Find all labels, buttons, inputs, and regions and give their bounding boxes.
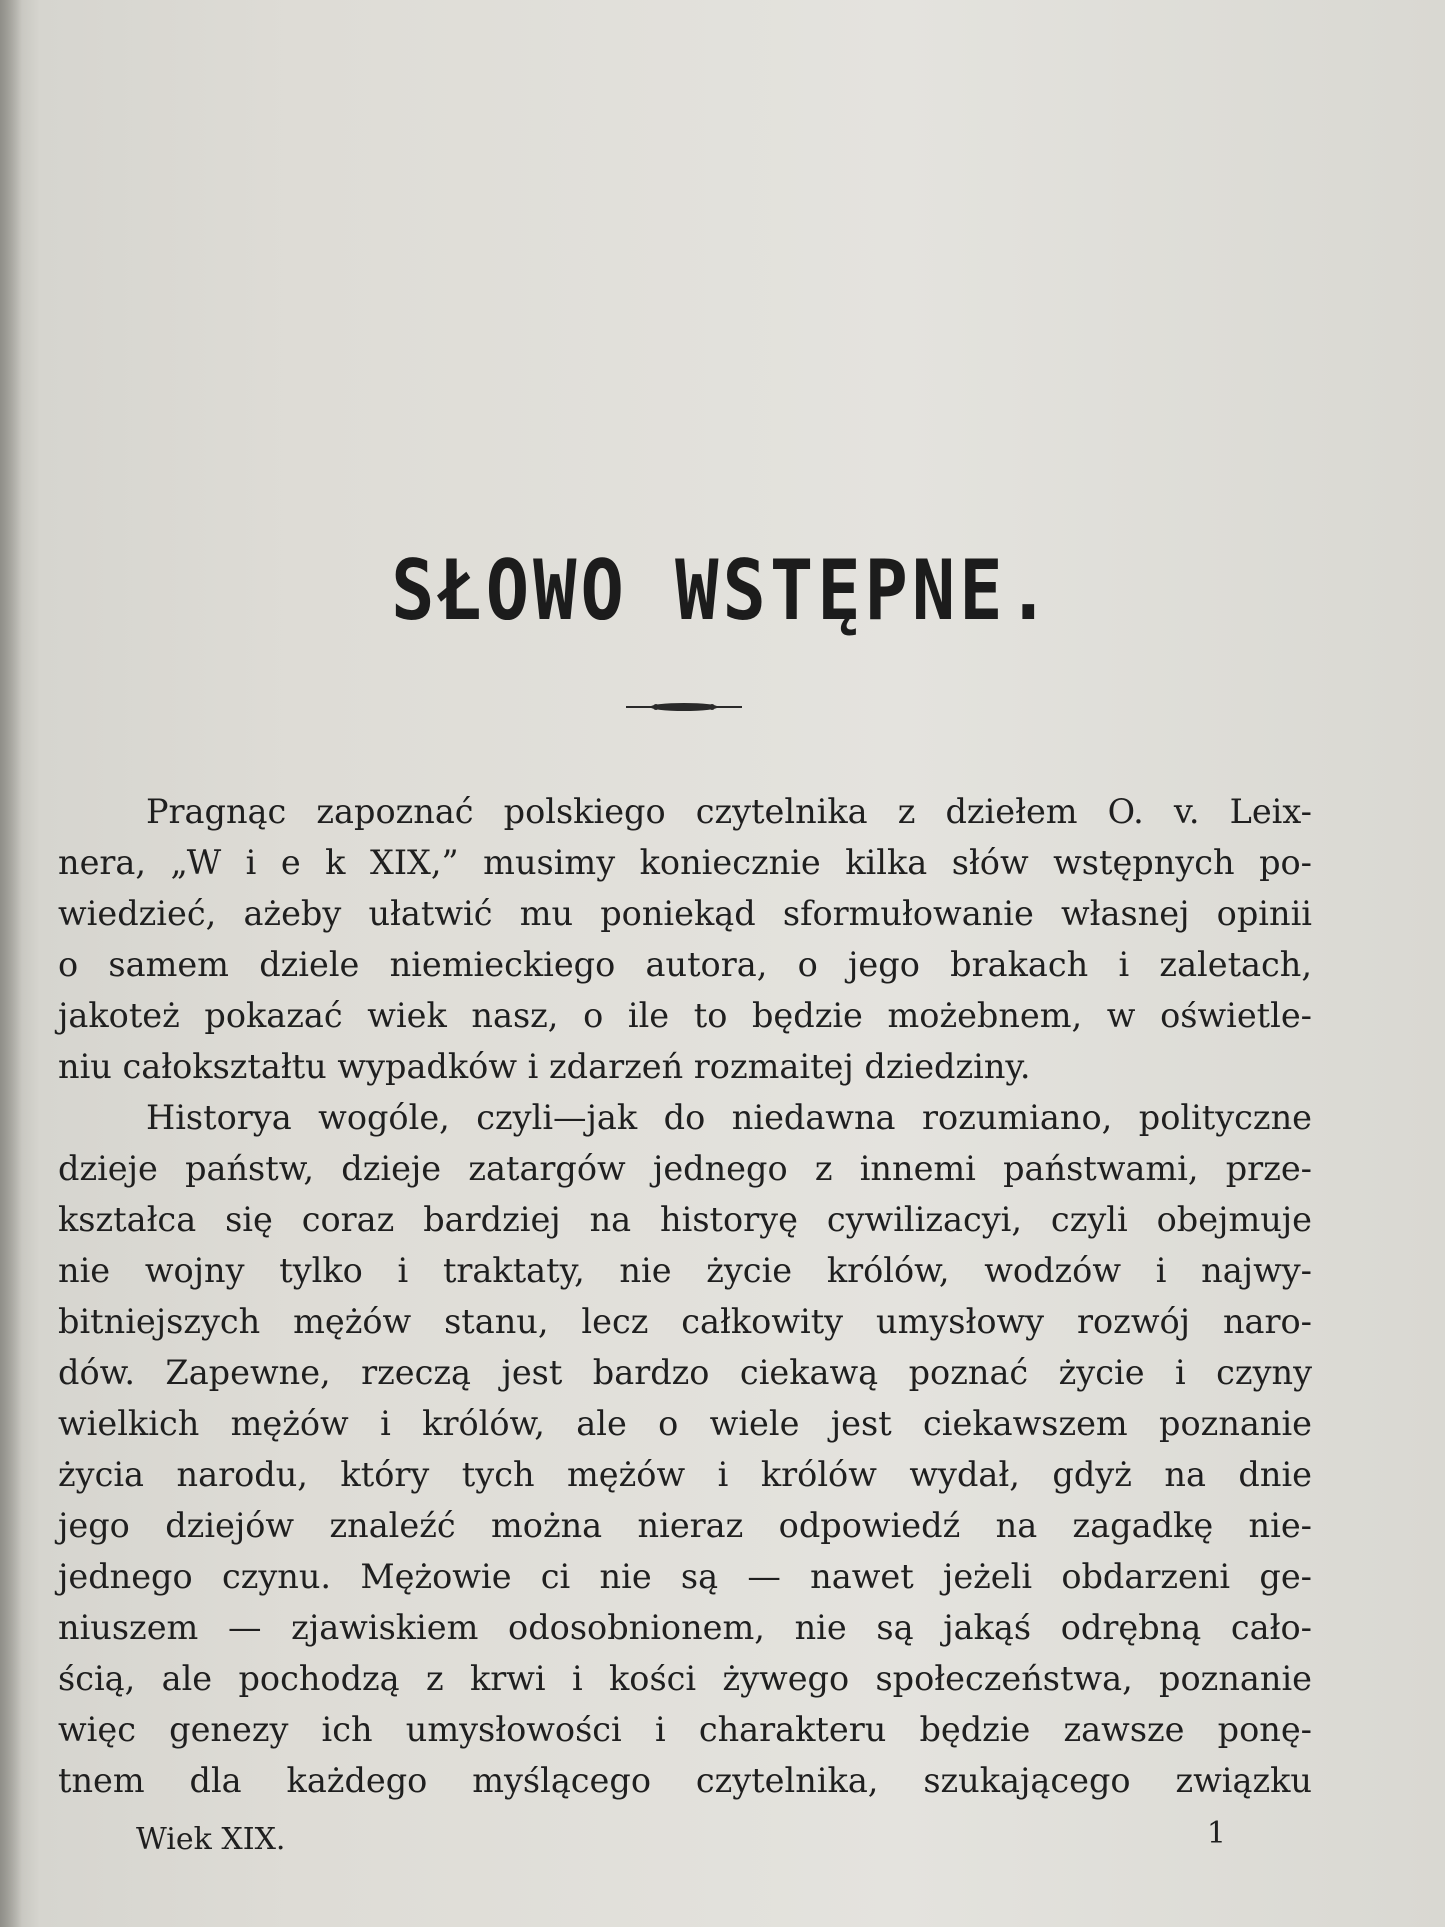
text-line: Pragnąc zapoznać polskiego czytelnika z dziełem O. v. Leix- (146, 792, 1312, 831)
text-line: życia narodu, który tych mężów i królów wydał, gdyż na dnie (58, 1455, 1312, 1494)
text-line: o samem dziele niemieckiego autora, o jego brakach i zaletach, (58, 945, 1312, 984)
text-line: wielkich mężów i królów, ale o wiele jest ciekawszem poznanie (58, 1404, 1312, 1443)
text-line: nie wojny tylko i traktaty, nie życie królów, wodzów i najwy- (58, 1251, 1312, 1290)
body-text (58, 786, 1312, 1806)
text-line: tnem dla każdego myślącego czytelnika, szukającego związku (58, 1761, 1312, 1800)
text-line: wiedzieć, ażeby ułatwić mu poniekąd sformułowanie własnej opinii (58, 894, 1312, 933)
text-line: więc genezy ich umysłowości i charakteru będzie zawsze ponę- (58, 1710, 1312, 1749)
text-line: niu całokształtu wypadków i zdarzeń rozmaitej dziedziny. (58, 1047, 1031, 1086)
text-line: ścią, ale pochodzą z krwi i kości żywego społeczeństwa, poznanie (58, 1659, 1312, 1698)
text-line: kształca się coraz bardziej na historyę cywilizacyi, czyli obejmuje (58, 1200, 1312, 1239)
paragraph-1 (58, 786, 1312, 1092)
text-line: nera, „W i e k XIX,” musimy koniecznie kilka słów wstępnych po- (58, 843, 1312, 882)
paragraph-2 (58, 1092, 1312, 1806)
text-line: dzieje państw, dzieje zatargów jednego z innemi państwami, prze- (58, 1149, 1312, 1188)
text-line: bitniejszych mężów stanu, lecz całkowity umysłowy rozwój naro- (58, 1302, 1312, 1341)
text-line: niuszem — zjawiskiem odosobnionem, nie są jakąś odrębną cało- (58, 1608, 1312, 1647)
text-line: jego dziejów znaleźć można nieraz odpowiedź na zagadkę nie- (58, 1506, 1312, 1545)
running-title: Wiek XIX. (136, 1822, 286, 1857)
text-line: jakoteż pokazać wiek nasz, o ile to będzie możebnem, w oświetle- (58, 996, 1312, 1035)
text-line: jednego czynu. Mężowie ci nie są — nawet jeżeli obdarzeni ge- (58, 1557, 1312, 1596)
chapter-title: SŁOWO WSTĘPNE. (391, 541, 1054, 639)
page-number: 1 (1206, 1816, 1226, 1851)
ornament-divider (626, 700, 742, 714)
gutter-shadow (0, 0, 22, 1927)
text-line: dów. Zapewne, rzeczą jest bardzo ciekawą poznać życie i czyny (58, 1353, 1312, 1392)
text-line: Historya wogóle, czyli—jak do niedawna rozumiano, polityczne (146, 1098, 1312, 1137)
